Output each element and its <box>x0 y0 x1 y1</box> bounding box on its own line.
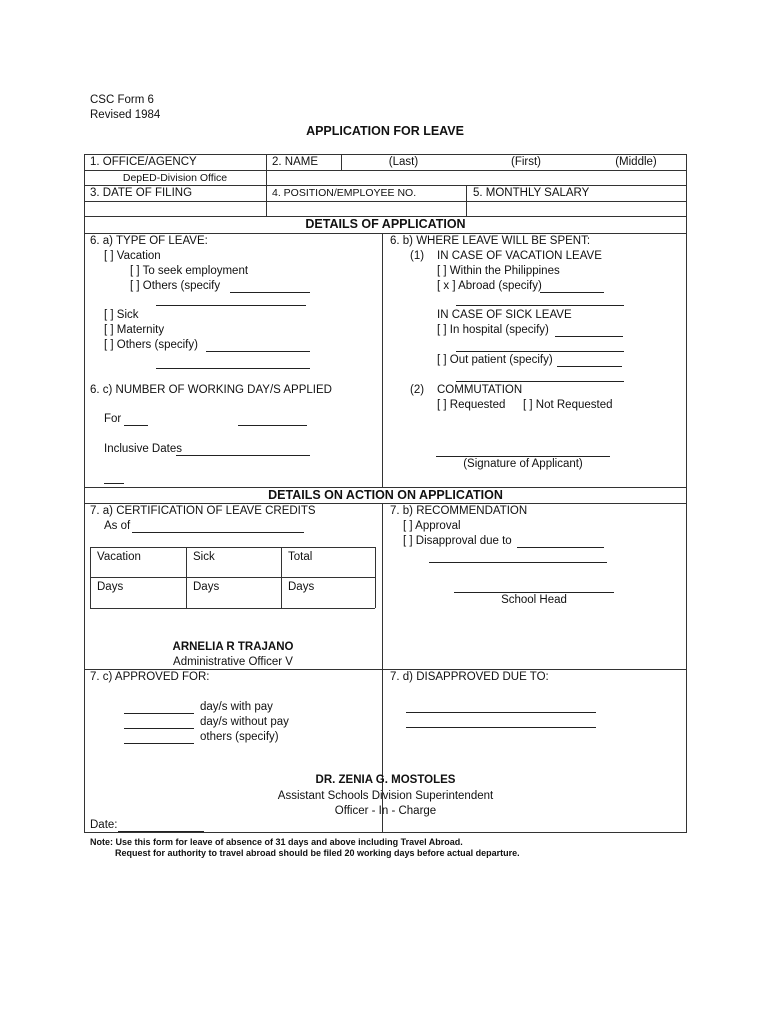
signatory-name: DR. ZENIA G. MOSTOLES <box>315 774 456 786</box>
applicant-signature-label: (Signature of Applicant) <box>463 458 583 470</box>
others-approved-label: others (specify) <box>200 731 279 743</box>
certification-label: 7. a) CERTIFICATION OF LEAVE CREDITS <box>90 505 316 517</box>
salary-label: 5. MONTHLY SALARY <box>473 187 590 199</box>
hospital-specify-line[interactable] <box>555 336 623 337</box>
others-leave-line[interactable] <box>206 351 310 352</box>
sick-case-label: IN CASE OF SICK LEAVE <box>437 309 572 321</box>
credits-table-middle <box>90 577 375 578</box>
action-line <box>84 503 687 504</box>
requested-checkbox[interactable]: [ ] Requested <box>437 399 506 411</box>
signatory-subtitle: Officer - In - Charge <box>334 805 437 817</box>
office-label: 1. OFFICE/AGENCY <box>90 156 197 168</box>
in-hospital-checkbox[interactable]: [ ] In hospital (specify) <box>437 324 549 336</box>
where-spent-label: 6. b) WHERE LEAVE WILL BE SPENT: <box>390 235 591 247</box>
seek-employment-checkbox[interactable]: [ ] To seek employment <box>130 265 249 277</box>
details-line <box>84 233 687 234</box>
credits-table-right <box>375 547 376 608</box>
office-value[interactable]: DepED-Division Office <box>122 172 228 184</box>
date-label: Date: <box>90 819 118 831</box>
officer-title: Administrative Officer V <box>173 656 293 668</box>
maternity-checkbox[interactable]: [ ] Maternity <box>104 324 165 336</box>
outpatient-specify-line[interactable] <box>557 366 622 367</box>
others-leave-line-2[interactable] <box>156 368 310 369</box>
days-with-pay-line[interactable] <box>124 713 194 714</box>
form-number: CSC Form 6 <box>90 94 154 106</box>
for-days-line[interactable] <box>124 425 148 426</box>
days-without-pay-line[interactable] <box>124 728 194 729</box>
type-of-leave-label: 6. a) TYPE OF LEAVE: <box>90 235 208 247</box>
credits-table-col1 <box>186 547 187 608</box>
approval-section-line <box>84 669 687 670</box>
form-revision: Revised 1984 <box>90 109 161 121</box>
details-title: DETAILS OF APPLICATION <box>305 217 466 231</box>
disapproved-label: 7. d) DISAPPROVED DUE TO: <box>390 671 549 683</box>
vacation-checkbox[interactable]: [ ] Vacation <box>104 250 161 262</box>
applicant-signature-line[interactable] <box>436 456 610 457</box>
officer-name: ARNELIA R TRAJANO <box>172 641 294 653</box>
action-title: DETAILS ON ACTION ON APPLICATION <box>268 488 503 502</box>
abroad-checkbox[interactable]: [ x ] Abroad (specify) <box>437 280 542 292</box>
approved-for-label: 7. c) APPROVED FOR: <box>90 671 210 683</box>
within-philippines-checkbox[interactable]: [ ] Within the Philippines <box>437 265 560 277</box>
others-leave-checkbox[interactable]: [ ] Others (specify) <box>104 339 198 351</box>
credits-header-vacation: Vacation <box>97 551 141 563</box>
credits-table-left <box>90 547 91 608</box>
others-vacation-line[interactable] <box>230 292 310 293</box>
credits-vacation-days[interactable]: Days <box>97 581 124 593</box>
vacation-case-label: IN CASE OF VACATION LEAVE <box>437 250 602 262</box>
signatory-title: Assistant Schools Division Superintendent <box>277 790 494 802</box>
outpatient-specify-line-2[interactable] <box>456 381 624 382</box>
abroad-specify-line[interactable] <box>540 292 604 293</box>
commutation-label: COMMUTATION <box>437 384 523 396</box>
for-days-line-2[interactable] <box>238 425 307 426</box>
note-line-1: Note: Use this form for leave of absence of 31 days and above including Travel Abroad. <box>90 837 463 847</box>
date-of-filing-label: 3. DATE OF FILING <box>90 187 193 199</box>
inclusive-dates-label: Inclusive Dates <box>104 443 182 455</box>
commutation-number: (2) <box>410 384 425 396</box>
inclusive-dates-line[interactable] <box>176 455 310 456</box>
name-last-label: (Last) <box>388 156 419 168</box>
approval-checkbox[interactable]: [ ] Approval <box>403 520 461 532</box>
vacation-case-number: (1) <box>410 250 425 262</box>
credits-table-top <box>90 547 375 548</box>
name-first-label: (First) <box>510 156 541 168</box>
row2-line <box>84 201 687 202</box>
disapproval-checkbox[interactable]: [ ] Disapproval due to <box>403 535 512 547</box>
hospital-specify-line-2[interactable] <box>456 351 624 352</box>
school-head-signature-line[interactable] <box>454 592 614 593</box>
for-label: For <box>104 413 122 425</box>
disapproval-reason-line-2[interactable] <box>429 562 607 563</box>
disapproved-reason-line[interactable] <box>406 712 596 713</box>
name-label: 2. NAME <box>272 156 319 168</box>
details-center-divider <box>382 233 383 487</box>
row1-bottom-line <box>84 185 687 186</box>
row1-line <box>84 170 687 171</box>
form-title: APPLICATION FOR LEAVE <box>306 124 464 138</box>
position-label: 4. POSITION/EMPLOYEE NO. <box>272 187 417 199</box>
credits-header-sick: Sick <box>193 551 215 563</box>
others-approved-line[interactable] <box>124 743 194 744</box>
others-vacation-checkbox[interactable]: [ ] Others (specify <box>130 280 221 292</box>
credits-total-days[interactable]: Days <box>288 581 315 593</box>
frame-top <box>84 154 687 155</box>
abroad-specify-line-2[interactable] <box>456 305 624 306</box>
date-line[interactable] <box>118 831 204 832</box>
name-middle-label: (Middle) <box>615 156 657 168</box>
as-of-line[interactable] <box>132 532 304 533</box>
working-days-label: 6. c) NUMBER OF WORKING DAY/S APPLIED <box>90 384 332 396</box>
credits-sick-days[interactable]: Days <box>193 581 220 593</box>
out-patient-checkbox[interactable]: [ ] Out patient (specify) <box>437 354 553 366</box>
not-requested-checkbox[interactable]: [ ] Not Requested <box>523 399 613 411</box>
days-without-pay-label: day/s without pay <box>200 716 289 728</box>
disapproved-reason-line-2[interactable] <box>406 727 596 728</box>
frame-bottom <box>84 832 687 833</box>
others-vacation-line-2[interactable] <box>156 305 306 306</box>
recommendation-label: 7. b) RECOMMENDATION <box>390 505 528 517</box>
credits-table-bottom <box>90 608 375 609</box>
disapproval-reason-line[interactable] <box>517 547 604 548</box>
credits-header-total: Total <box>288 551 313 563</box>
school-head-label: School Head <box>501 594 567 606</box>
sick-checkbox[interactable]: [ ] Sick <box>104 309 139 321</box>
inclusive-dates-line-2[interactable] <box>104 483 124 484</box>
credits-table-col2 <box>281 547 282 608</box>
note-line-2: Request for authority to travel abroad should be filed 20 working days before actual departure. <box>115 848 520 858</box>
days-with-pay-label: day/s with pay <box>200 701 273 713</box>
as-of-label: As of <box>104 520 131 532</box>
